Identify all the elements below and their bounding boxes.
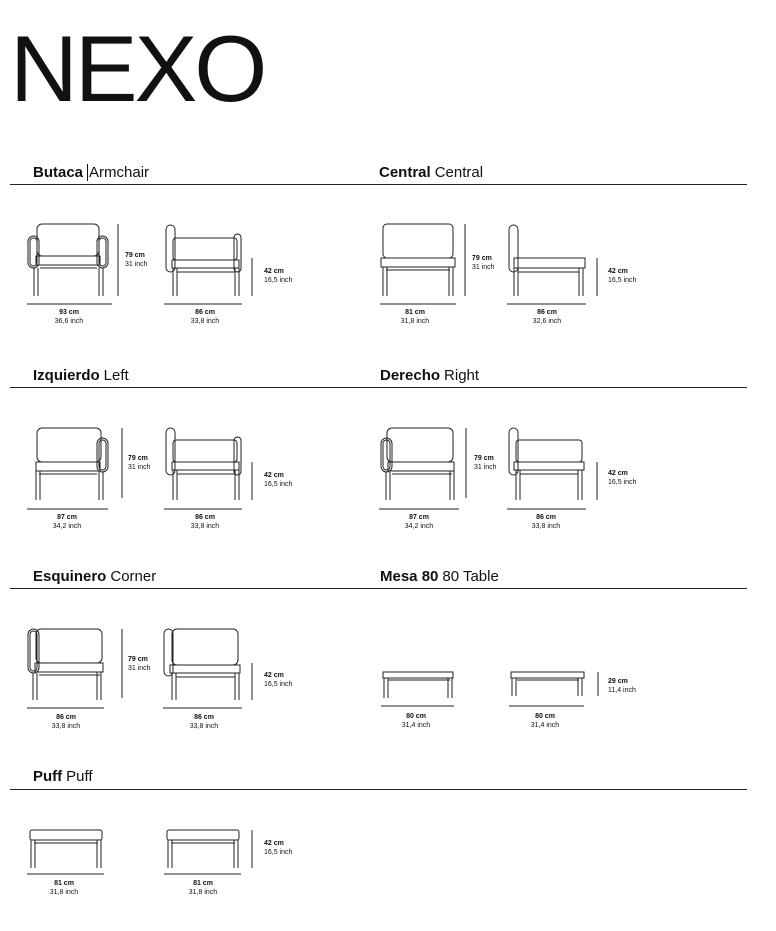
dimension-height: 79 cm 31 inch [128, 656, 151, 672]
dimension-depth: 81 cm 31,8 inch [188, 880, 218, 896]
section-name-en: Left [103, 367, 129, 384]
dimension-height: 79 cm 31 inch [128, 455, 151, 471]
dimension-seat-height: 42 cm 16,5 inch [264, 840, 293, 856]
dimension-seat-height: 42 cm 16,5 inch [608, 470, 637, 486]
dimension-depth: 86 cm 33,8 inch [190, 309, 220, 325]
section-name-es: Mesa 80 [380, 568, 439, 585]
dimension-depth: 86 cm 33,8 inch [189, 714, 219, 730]
section-name-en: Puff [66, 768, 93, 785]
section-name-en: Corner [110, 568, 157, 585]
section-name-en: Central [434, 164, 484, 181]
section-name-es: Puff [33, 768, 63, 785]
dimension-width: 81 cm 31,8 inch [400, 309, 430, 325]
dimension-height: 79 cm 31 inch [474, 455, 497, 471]
section-name-es: Butaca [33, 164, 84, 181]
dimension-width: 87 cm 34,2 inch [52, 514, 82, 530]
dimension-seat-height: 42 cm 16,5 inch [264, 672, 293, 688]
section-name-en: 80 Table [442, 568, 499, 585]
section-name-es: Central [379, 164, 431, 181]
dimension-width: 93 cm 36,6 inch [54, 309, 84, 325]
brand-title: NEXO [10, 16, 265, 121]
dimension-height: 79 cm 31 inch [125, 252, 148, 268]
section-name-es: Izquierdo [33, 367, 100, 384]
dimension-width: 86 cm 33,8 inch [51, 714, 81, 730]
section-name-en: Armchair [89, 164, 150, 181]
dimension-seat-height: 42 cm 16,5 inch [608, 268, 637, 284]
dimension-depth: 80 cm 31,4 inch [530, 713, 560, 729]
dimension-width: 87 cm 34,2 inch [404, 514, 434, 530]
section-name-es: Derecho [380, 367, 441, 384]
dimension-depth: 86 cm 32,6 inch [532, 309, 562, 325]
dimension-table-height: 29 cm 11,4 inch [608, 678, 636, 694]
dimension-seat-height: 42 cm 16,5 inch [264, 472, 293, 488]
dimension-width: 81 cm 31,8 inch [49, 880, 79, 896]
dimension-seat-height: 42 cm 16,5 inch [264, 268, 293, 284]
dimension-depth: 86 cm 33,8 inch [531, 514, 561, 530]
dimension-height: 79 cm 31 inch [472, 255, 495, 271]
dimension-width: 80 cm 31,4 inch [401, 713, 431, 729]
section-name-es: Esquinero [33, 568, 107, 585]
section-name-en: Right [444, 367, 480, 384]
dimension-depth: 86 cm 33,8 inch [190, 514, 220, 530]
